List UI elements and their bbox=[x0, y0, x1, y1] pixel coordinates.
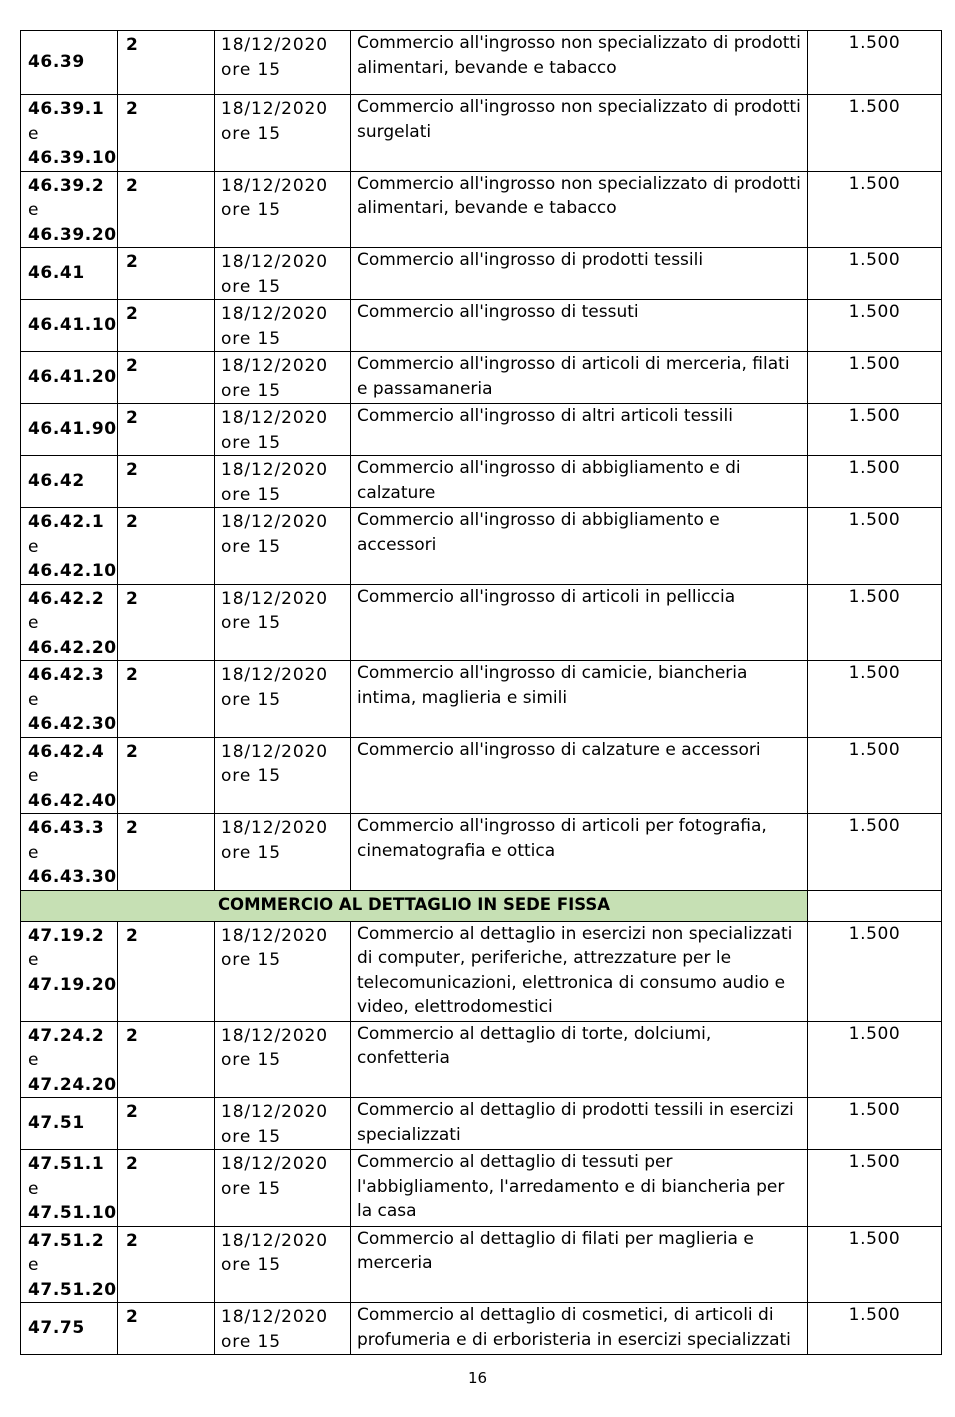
section-header-row bbox=[21, 890, 942, 921]
deadline-date: 18/12/2020 bbox=[221, 1025, 328, 1046]
activity-description: Commercio all'ingrosso di articoli in pelliccia bbox=[351, 584, 808, 661]
deadline-cell bbox=[215, 1098, 351, 1150]
deadline-time: ore 15 bbox=[221, 1331, 281, 1352]
amount-cell: 1.500 bbox=[808, 1021, 942, 1098]
ateco-code-line: 46.42.20 bbox=[28, 637, 117, 658]
activity-description: Commercio all'ingrosso di abbigliamento e di calzature bbox=[351, 456, 808, 508]
amount-cell: 1.500 bbox=[808, 300, 942, 352]
deadline-time: ore 15 bbox=[221, 328, 281, 349]
ateco-code-line: 46.39.10 bbox=[28, 148, 117, 168]
ateco-code-line: 47.51.20 bbox=[28, 1279, 117, 1300]
amount-cell: 1.500 bbox=[808, 584, 942, 661]
level-cell: 2 bbox=[118, 248, 215, 300]
deadline-time: ore 15 bbox=[221, 1255, 281, 1275]
deadline-date: 18/12/2020 bbox=[221, 252, 328, 272]
deadline-cell bbox=[215, 584, 351, 661]
ateco-code-line: 46.42 bbox=[28, 471, 85, 492]
deadline-time: ore 15 bbox=[221, 842, 281, 863]
ateco-code-line: 46.39.2 bbox=[28, 175, 105, 196]
deadline-time: ore 15 bbox=[221, 380, 281, 401]
table-row bbox=[21, 404, 942, 456]
ateco-code-cell bbox=[21, 508, 118, 585]
deadline-time: ore 15 bbox=[221, 432, 281, 453]
deadline-date: 18/12/2020 bbox=[221, 925, 328, 946]
level-cell: 2 bbox=[118, 352, 215, 404]
ateco-code-cell bbox=[21, 1303, 118, 1355]
deadline-time: ore 15 bbox=[221, 766, 281, 786]
deadline-date: 18/12/2020 bbox=[221, 1154, 328, 1174]
ateco-code-line: 47.24.20 bbox=[28, 1074, 117, 1095]
ateco-code-cell bbox=[21, 921, 118, 1021]
table-row bbox=[21, 456, 942, 508]
ateco-code-line: 46.41 bbox=[28, 263, 85, 284]
deadline-time: ore 15 bbox=[221, 1178, 281, 1199]
deadline-cell bbox=[215, 508, 351, 585]
table-row bbox=[21, 95, 942, 172]
amount-cell: 1.500 bbox=[808, 456, 942, 508]
ateco-code-cell bbox=[21, 1098, 118, 1150]
ateco-code-line: 46.42.10 bbox=[28, 561, 117, 581]
amount-cell: 1.500 bbox=[808, 737, 942, 814]
ateco-code-line: 47.51.1 bbox=[28, 1154, 105, 1174]
deadline-cell bbox=[215, 248, 351, 300]
ateco-code-cell bbox=[21, 814, 118, 891]
activity-description: Commercio all'ingrosso di articoli di merceria, filati e passamaneria bbox=[351, 352, 808, 404]
ateco-code-line: 46.41.10 bbox=[28, 315, 117, 336]
ateco-code-cell bbox=[21, 404, 118, 456]
table-row bbox=[21, 737, 942, 814]
activity-description: Commercio all'ingrosso non specializzato di prodotti alimentari, bevande e tabacco bbox=[351, 171, 808, 248]
deadline-time: ore 15 bbox=[221, 200, 281, 220]
table-row bbox=[21, 508, 942, 585]
level-cell: 2 bbox=[118, 171, 215, 248]
deadline-time: ore 15 bbox=[221, 689, 281, 710]
level-cell: 2 bbox=[118, 737, 215, 814]
ateco-code-line: 46.41.20 bbox=[28, 367, 117, 388]
deadline-date: 18/12/2020 bbox=[221, 35, 328, 55]
amount-cell: 1.500 bbox=[808, 352, 942, 404]
table-row bbox=[21, 31, 942, 95]
deadline-cell bbox=[215, 1021, 351, 1098]
ateco-code-line: 47.51.2 bbox=[28, 1230, 105, 1251]
amount-cell: 1.500 bbox=[808, 171, 942, 248]
level-cell: 2 bbox=[118, 814, 215, 891]
deadline-date: 18/12/2020 bbox=[221, 175, 328, 196]
table-row bbox=[21, 661, 942, 738]
deadline-time: ore 15 bbox=[221, 59, 281, 80]
ateco-code-line: 46.42.4 bbox=[28, 741, 105, 762]
ateco-code-line: e bbox=[28, 689, 40, 710]
deadline-cell bbox=[215, 352, 351, 404]
level-cell: 2 bbox=[118, 1150, 215, 1227]
deadline-cell bbox=[215, 814, 351, 891]
level-cell: 2 bbox=[118, 456, 215, 508]
ateco-code-line: e bbox=[28, 200, 40, 220]
level-cell: 2 bbox=[118, 584, 215, 661]
deadline-date: 18/12/2020 bbox=[221, 356, 328, 376]
activity-description: Commercio all'ingrosso di calzature e accessori bbox=[351, 737, 808, 814]
ateco-code-line: 47.51.10 bbox=[28, 1203, 117, 1223]
level-cell: 2 bbox=[118, 1098, 215, 1150]
ateco-code-cell bbox=[21, 456, 118, 508]
activity-description: Commercio all'ingrosso di prodotti tessili bbox=[351, 248, 808, 300]
amount-cell: 1.500 bbox=[808, 1150, 942, 1227]
deadline-cell bbox=[215, 1226, 351, 1303]
amount-cell: 1.500 bbox=[808, 921, 942, 1021]
ateco-code-line: e bbox=[28, 1255, 40, 1275]
activity-description: Commercio all'ingrosso di abbigliamento e accessori bbox=[351, 508, 808, 585]
table-row bbox=[21, 814, 942, 891]
table-row bbox=[21, 1098, 942, 1150]
ateco-code-cell bbox=[21, 584, 118, 661]
table-body-wholesale bbox=[21, 31, 942, 891]
activity-description: Commercio al dettaglio di filati per maglieria e merceria bbox=[351, 1226, 808, 1303]
amount-cell: 1.500 bbox=[808, 814, 942, 891]
deadline-time: ore 15 bbox=[221, 276, 281, 297]
table-row bbox=[21, 1226, 942, 1303]
activity-description: Commercio all'ingrosso di altri articoli tessili bbox=[351, 404, 808, 456]
ateco-code-line: 46.42.30 bbox=[28, 714, 117, 734]
deadline-cell bbox=[215, 737, 351, 814]
level-cell: 2 bbox=[118, 921, 215, 1021]
deadline-date: 18/12/2020 bbox=[221, 304, 328, 324]
ateco-code-line: e bbox=[28, 1050, 40, 1070]
deadline-cell bbox=[215, 1303, 351, 1355]
activity-description: Commercio al dettaglio di prodotti tessili in esercizi specializzati bbox=[351, 1098, 808, 1150]
deadline-cell bbox=[215, 921, 351, 1021]
section-title: COMMERCIO AL DETTAGLIO IN SEDE FISSA bbox=[21, 890, 808, 921]
ateco-code-line: e bbox=[28, 950, 40, 970]
level-cell: 2 bbox=[118, 1226, 215, 1303]
ateco-code-line: e bbox=[28, 1178, 40, 1199]
amount-cell: 1.500 bbox=[808, 661, 942, 738]
ateco-code-line: 46.42.1 bbox=[28, 512, 105, 532]
level-cell: 2 bbox=[118, 1021, 215, 1098]
deadline-date: 18/12/2020 bbox=[221, 1230, 328, 1251]
page-number: 16 bbox=[467, 1369, 488, 1387]
table-row bbox=[21, 171, 942, 248]
ateco-code-line: 46.43.30 bbox=[28, 867, 117, 887]
ateco-code-line: 47.51 bbox=[28, 1113, 85, 1134]
activity-description: Commercio all'ingrosso di camicie, biancheria intima, maglieria e simili bbox=[351, 661, 808, 738]
deadline-date: 18/12/2020 bbox=[221, 665, 328, 685]
table-row bbox=[21, 1021, 942, 1098]
amount-cell: 1.500 bbox=[808, 95, 942, 172]
table-row bbox=[21, 352, 942, 404]
ateco-code-cell bbox=[21, 248, 118, 300]
deadline-time: ore 15 bbox=[221, 950, 281, 970]
ateco-code-line: 47.75 bbox=[28, 1318, 85, 1339]
ateco-code-line: 47.19.20 bbox=[28, 974, 117, 995]
deadline-date: 18/12/2020 bbox=[221, 1102, 328, 1122]
table-body-retail bbox=[21, 921, 942, 1355]
ateco-code-line: e bbox=[28, 766, 40, 786]
deadline-date: 18/12/2020 bbox=[221, 408, 328, 428]
level-cell: 2 bbox=[118, 508, 215, 585]
activity-description: Commercio al dettaglio di torte, dolciumi, confetteria bbox=[351, 1021, 808, 1098]
deadline-cell bbox=[215, 95, 351, 172]
table-row bbox=[21, 300, 942, 352]
ateco-code-line: 47.24.2 bbox=[28, 1025, 105, 1046]
ateco-code-cell bbox=[21, 1021, 118, 1098]
table-row bbox=[21, 584, 942, 661]
deadline-date: 18/12/2020 bbox=[221, 512, 328, 532]
ateco-code-line: 46.41.90 bbox=[28, 419, 117, 440]
table-row bbox=[21, 1150, 942, 1227]
ateco-code-line: 46.42.2 bbox=[28, 588, 105, 609]
deadline-date: 18/12/2020 bbox=[221, 588, 328, 609]
ateco-code-cell bbox=[21, 352, 118, 404]
activity-description: Commercio all'ingrosso non specializzato di prodotti alimentari, bevande e tabacco bbox=[351, 31, 808, 95]
deadline-time: ore 15 bbox=[221, 123, 281, 144]
ateco-code-cell bbox=[21, 1150, 118, 1227]
table-row bbox=[21, 1303, 942, 1355]
ateco-code-line: 46.43.3 bbox=[28, 818, 105, 838]
deadline-cell bbox=[215, 1150, 351, 1227]
ateco-code-cell bbox=[21, 171, 118, 248]
amount-cell: 1.500 bbox=[808, 248, 942, 300]
table-row bbox=[21, 921, 942, 1021]
deadline-time: ore 15 bbox=[221, 613, 281, 633]
deadline-time: ore 15 bbox=[221, 1050, 281, 1070]
ateco-code-cell bbox=[21, 95, 118, 172]
ateco-code-line: 46.42.3 bbox=[28, 665, 105, 685]
amount-cell: 1.500 bbox=[808, 31, 942, 95]
ateco-code-line: e bbox=[28, 842, 40, 863]
level-cell: 2 bbox=[118, 1303, 215, 1355]
ateco-code-line: e bbox=[28, 613, 40, 633]
deadline-cell bbox=[215, 300, 351, 352]
deadline-time: ore 15 bbox=[221, 536, 281, 557]
level-cell: 2 bbox=[118, 404, 215, 456]
ateco-code-line: 47.19.2 bbox=[28, 925, 105, 946]
deadline-time: ore 15 bbox=[221, 484, 281, 505]
level-cell: 2 bbox=[118, 95, 215, 172]
level-cell: 2 bbox=[118, 300, 215, 352]
section-blank-cell bbox=[808, 890, 942, 921]
activity-description: Commercio al dettaglio in esercizi non specializzati di computer, periferiche, attrezzature per le telecomunicazioni, elettronica di consumo audio e video, elettrodomestici bbox=[351, 921, 808, 1021]
ateco-code-cell bbox=[21, 661, 118, 738]
deadline-date: 18/12/2020 bbox=[221, 99, 328, 119]
deadline-date: 18/12/2020 bbox=[221, 818, 328, 838]
ateco-code-line: 46.42.40 bbox=[28, 790, 117, 811]
amount-cell: 1.500 bbox=[808, 1303, 942, 1355]
amount-cell: 1.500 bbox=[808, 1098, 942, 1150]
activity-description: Commercio all'ingrosso di articoli per fotografia, cinematografia e ottica bbox=[351, 814, 808, 891]
deadline-cell bbox=[215, 456, 351, 508]
ateco-code-line: e bbox=[28, 123, 40, 144]
ateco-code-cell bbox=[21, 300, 118, 352]
activity-description: Commercio al dettaglio di tessuti per l'abbigliamento, l'arredamento e di biancheria per la casa bbox=[351, 1150, 808, 1227]
ateco-code-cell bbox=[21, 31, 118, 95]
deadline-time: ore 15 bbox=[221, 1126, 281, 1147]
ateco-code-line: e bbox=[28, 536, 40, 557]
amount-cell: 1.500 bbox=[808, 404, 942, 456]
deadline-cell bbox=[215, 661, 351, 738]
ateco-code-line: 46.39 bbox=[28, 52, 85, 73]
table-section bbox=[21, 890, 942, 921]
ateco-code-line: 46.39.20 bbox=[28, 224, 117, 245]
level-cell: 2 bbox=[118, 661, 215, 738]
amount-cell: 1.500 bbox=[808, 1226, 942, 1303]
table-row bbox=[21, 248, 942, 300]
activity-description: Commercio all'ingrosso non specializzato di prodotti surgelati bbox=[351, 95, 808, 172]
activity-description: Commercio al dettaglio di cosmetici, di articoli di profumeria e di erboristeria in esercizi specializzati bbox=[351, 1303, 808, 1355]
deadline-cell bbox=[215, 31, 351, 95]
ateco-code-line: 46.39.1 bbox=[28, 99, 105, 119]
amount-cell: 1.500 bbox=[808, 508, 942, 585]
deadline-date: 18/12/2020 bbox=[221, 741, 328, 762]
deadline-cell bbox=[215, 171, 351, 248]
activity-table bbox=[20, 30, 942, 1355]
ateco-code-cell bbox=[21, 737, 118, 814]
deadline-date: 18/12/2020 bbox=[221, 1307, 328, 1327]
deadline-cell bbox=[215, 404, 351, 456]
level-cell: 2 bbox=[118, 31, 215, 95]
ateco-code-cell bbox=[21, 1226, 118, 1303]
activity-description: Commercio all'ingrosso di tessuti bbox=[351, 300, 808, 352]
deadline-date: 18/12/2020 bbox=[221, 460, 328, 480]
